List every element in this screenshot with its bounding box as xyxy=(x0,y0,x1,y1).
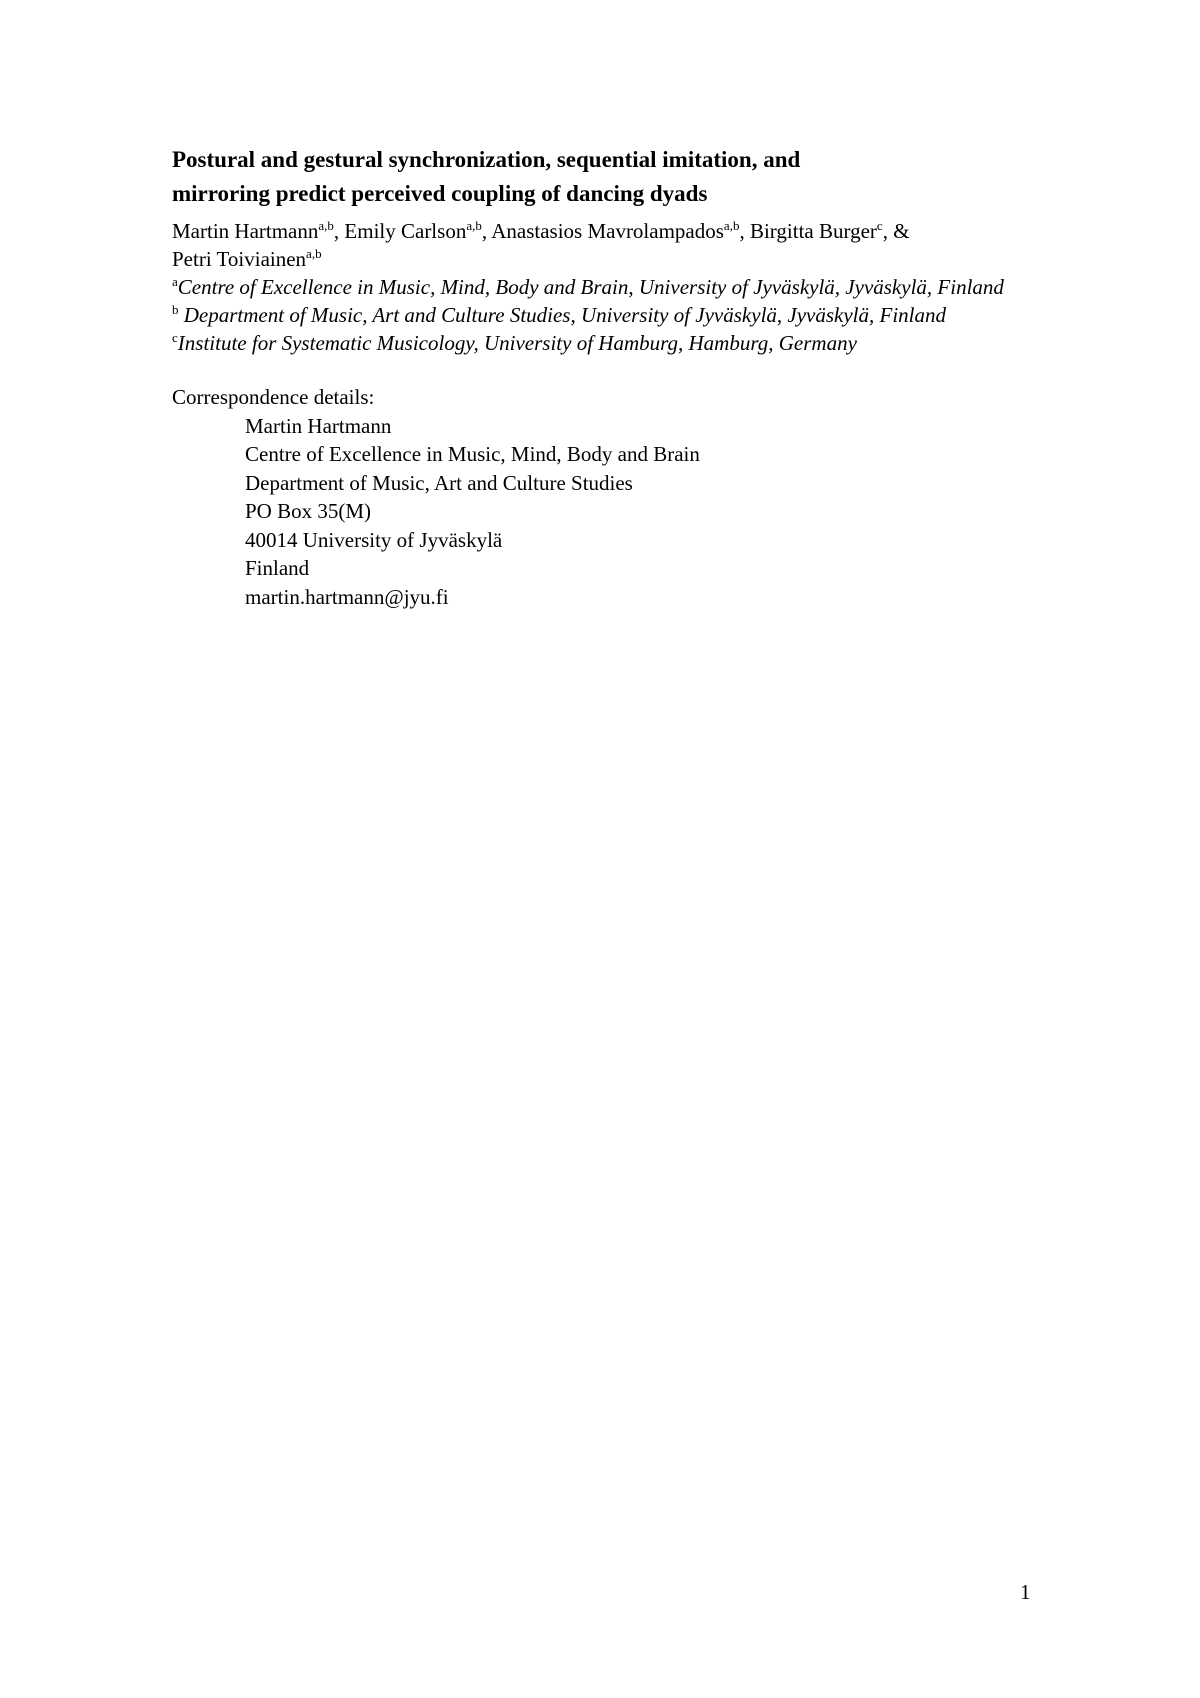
correspondence-address xyxy=(245,412,1052,612)
affiliation-mark: b xyxy=(172,302,179,317)
correspondence-line: Finland xyxy=(245,556,310,580)
author xyxy=(172,247,322,271)
author-affiliation-mark: a,b xyxy=(723,218,740,233)
affiliation-mark: c xyxy=(172,330,178,345)
author xyxy=(750,219,883,243)
correspondence-email: martin.hartmann@jyu.fi xyxy=(245,584,449,609)
author-name: Anastasios Mavrolampados xyxy=(491,219,724,243)
correspondence-block xyxy=(172,383,1052,611)
correspondence-line: 40014 University of Jyväskylä xyxy=(245,527,503,552)
correspondence-heading: Correspondence details: xyxy=(172,385,375,409)
author-name: Emily Carlson xyxy=(344,219,467,243)
affiliation-text: Centre of Excellence in Music, Mind, Body and Brain, University of Jyväskylä, Jyväskylä, Finland xyxy=(177,275,1004,299)
author-separator: , & xyxy=(882,219,910,243)
correspondence-line: PO Box 35(M) xyxy=(245,499,372,523)
author xyxy=(344,219,481,243)
affiliation xyxy=(172,329,1052,357)
correspondence-name: Martin Hartmann xyxy=(245,413,392,438)
author-separator: , xyxy=(481,219,492,243)
correspondence-line: Department of Music, Art and Culture Studies xyxy=(245,470,633,495)
author xyxy=(491,219,739,243)
author xyxy=(172,219,334,243)
author-name: Birgitta Burger xyxy=(749,219,877,243)
author-affiliation-mark: a,b xyxy=(306,246,322,261)
correspondence-line: Centre of Excellence in Music, Mind, Body and Brain xyxy=(245,442,700,466)
page-number: 1 xyxy=(1020,1580,1031,1604)
author-name: Petri Toiviainen xyxy=(172,247,307,271)
affiliation-text: Institute for Systematic Musicology, University of Hamburg, Hamburg, Germany xyxy=(177,331,857,355)
title-page-content xyxy=(172,143,1052,611)
author-list xyxy=(172,217,1052,273)
affiliation xyxy=(172,273,1052,301)
author-separator: , xyxy=(739,219,750,243)
author-affiliation-mark: a,b xyxy=(318,218,334,233)
author-separator: , xyxy=(333,219,345,243)
paper-title-line-2: mirroring predict perceived coupling of dancing dyads xyxy=(172,181,708,206)
paper-title-line-1: Postural and gestural synchronization, sequential imitation, and xyxy=(172,147,801,172)
author-affiliation-mark: c xyxy=(876,218,883,233)
author-affiliation-mark: a,b xyxy=(466,218,482,233)
paper-title xyxy=(172,143,1052,211)
author-name: Martin Hartmann xyxy=(172,219,319,243)
affiliation-text: Department of Music, Art and Culture Studies, University of Jyväskylä, Jyväskylä, Finland xyxy=(178,303,947,327)
affiliation-mark: a xyxy=(172,274,178,289)
affiliation xyxy=(172,301,1052,329)
